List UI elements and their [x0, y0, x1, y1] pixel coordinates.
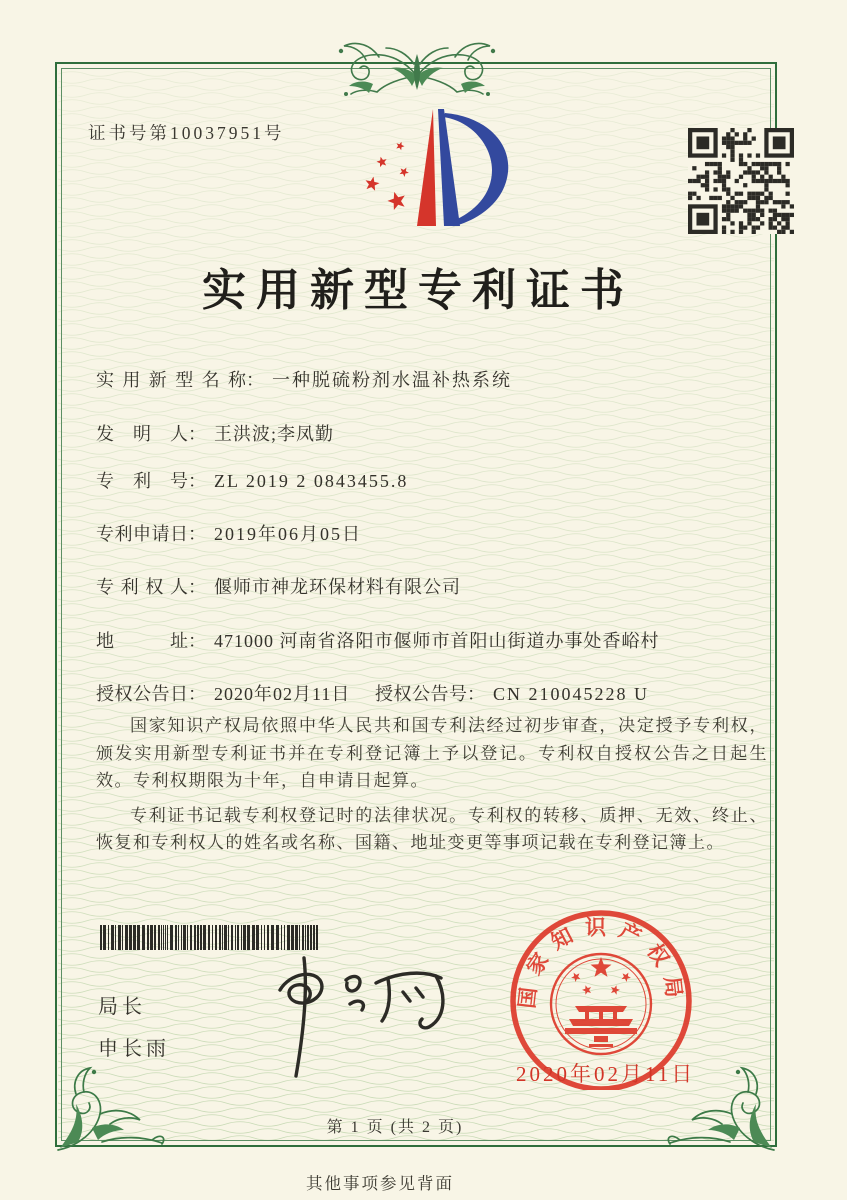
- field-colon: ：: [188, 424, 206, 444]
- field-application-date: [96, 520, 362, 546]
- field-patent-number: [96, 467, 408, 493]
- field-label: 专利申请日: [96, 524, 188, 544]
- field-value: 偃师市神龙环保材料有限公司: [214, 577, 461, 597]
- issuer-title: 局长: [98, 996, 146, 1018]
- cnipa-logo-icon: [348, 104, 520, 230]
- field-address: [96, 627, 660, 653]
- field-grant-publication-number: [375, 680, 649, 706]
- field-label: 发明人: [96, 424, 188, 444]
- back-note: 其他事项参见背面: [306, 1174, 454, 1193]
- field-patentee: [96, 573, 461, 599]
- field-colon: ：: [188, 524, 206, 544]
- national-emblem-icon: [551, 954, 651, 1054]
- seal-arc-text: 国家知识产权局: [514, 915, 688, 1010]
- field-value: 2019年06月05日: [214, 524, 362, 544]
- field-colon: ：: [188, 471, 206, 491]
- bottom-left-scroll-ornament-icon: [48, 1066, 168, 1158]
- legal-paragraph-register: 专利证书记载专利权登记时的法律状况。专利权的转移、质押、无效、终止、恢复和专利权人的姓名或名称、国籍、地址变更等事项记载在专利登记簿上。: [96, 805, 768, 852]
- field-utility-model-name: [96, 366, 512, 392]
- field-label: 授权公告日: [96, 684, 188, 704]
- field-colon: ：: [467, 684, 485, 704]
- field-value: 2020年02月11日: [214, 684, 351, 704]
- field-label: 实用新型名称: [96, 370, 246, 390]
- field-colon: ：: [246, 370, 264, 390]
- certificate-number: 证书号第10037951号: [88, 123, 285, 143]
- field-colon: ：: [188, 684, 206, 704]
- legal-statement-block: [96, 712, 768, 864]
- director-signature-icon: [218, 952, 458, 1080]
- legal-paragraph-grant: 国家知识产权局依照中华人民共和国专利法经过初步审查，决定授予专利权，颁发实用新型专利证书并在专利登记簿上予以登记。专利权自授权公告之日起生效。专利权期限为十年，自申请日起算。: [96, 716, 768, 790]
- field-value: 一种脱硫粉剂水温补热系统: [272, 370, 512, 390]
- qr-code: [688, 128, 794, 234]
- field-inventor: [96, 420, 334, 446]
- field-label: 授权公告号: [375, 684, 467, 704]
- field-value: 471000 河南省洛阳市偃师市首阳山街道办事处香峪村: [214, 631, 660, 651]
- field-value: 王洪波;李凤勤: [214, 424, 335, 444]
- issuer-block: [98, 990, 170, 1074]
- certificate-title: 实用新型专利证书: [202, 266, 634, 315]
- top-center-scroll-ornament-icon: [317, 34, 517, 100]
- field-label: 地址: [96, 631, 188, 651]
- field-colon: ：: [188, 631, 206, 651]
- seal-date: 2020年02月11日: [516, 1062, 696, 1086]
- field-label: 专利号: [96, 471, 188, 491]
- barcode: [100, 925, 322, 950]
- field-grant-date: [96, 680, 350, 706]
- field-value: CN 210045228 U: [493, 684, 650, 704]
- field-colon: ：: [188, 577, 206, 597]
- field-value: ZL 2019 2 0843455.8: [214, 471, 409, 491]
- issuer-name: 申长雨: [98, 1038, 170, 1060]
- page-indicator: 第 1 页 (共 2 页): [326, 1119, 464, 1136]
- field-label: 专利权人: [96, 577, 188, 597]
